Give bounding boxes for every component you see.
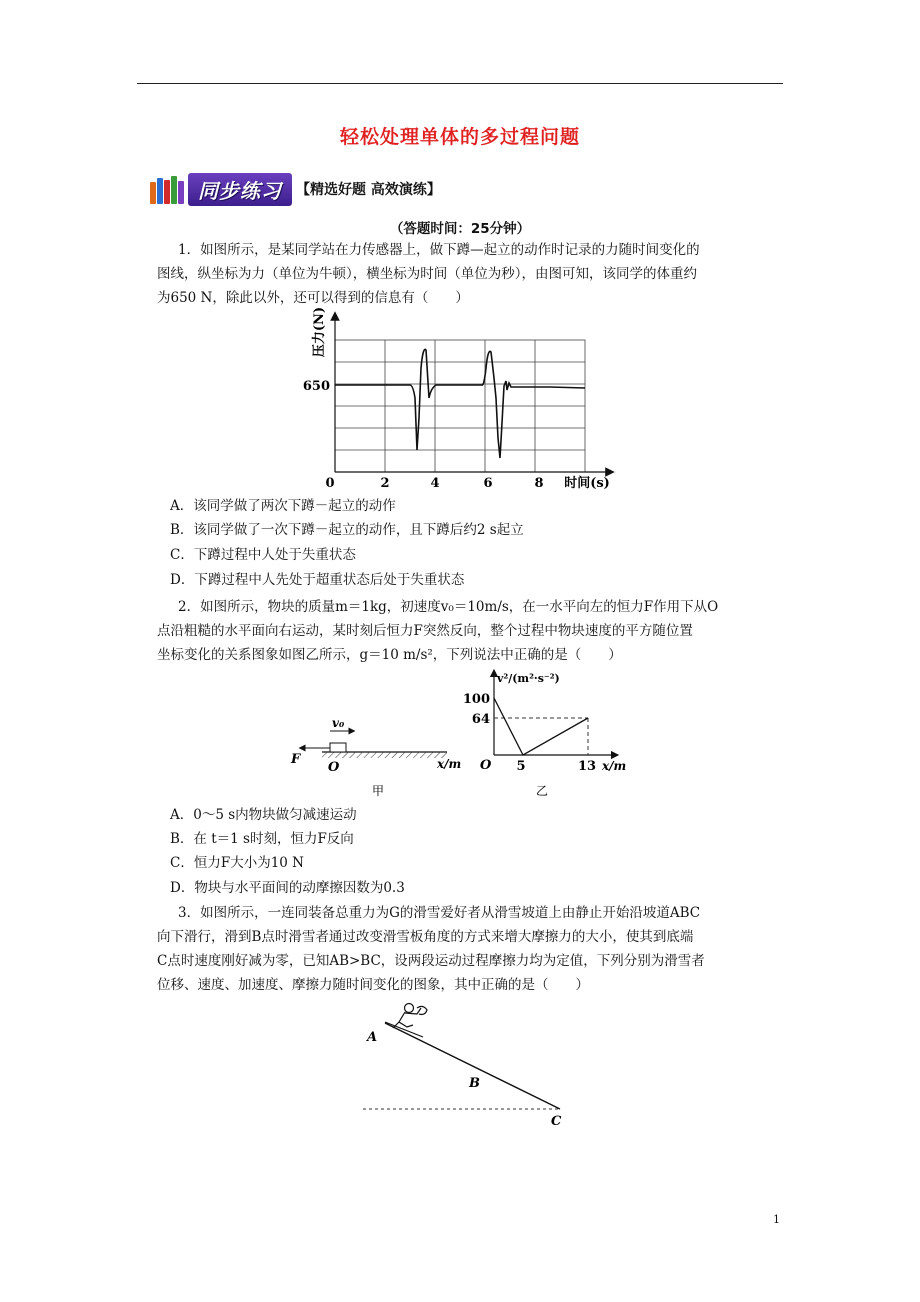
point-b-label: B [469,1076,480,1091]
q2-stem-line: 点沿粗糙的水平面向右运动，某时刻后恒力F突然反向，整个过程中物块速度的平方随位置 [157,623,693,639]
point-c-label: C [551,1114,562,1129]
q1-stem [157,238,783,310]
q3-stem-line: 位移、速度、加速度、摩擦力随时间变化的图象，其中正确的是（ ） [157,977,589,993]
q3-stem-line: C点时速度刚好减为零，已知AB>BC，设两段运动过程摩擦力均为定值，下列分别为滑雪者 [157,953,705,969]
x-axis-label: 时间(s) [564,476,610,491]
time-note: （答题时间：25分钟） [389,221,531,237]
slope-line [385,1023,560,1109]
section-banner [150,172,441,206]
q1-force-chart [290,308,630,498]
q2-option: B．在 t＝1 s时刻，恒力F反向 [170,831,354,847]
block [330,743,346,752]
q1-stem-line: 为650 N，除此以外，还可以得到的信息有（ ） [157,290,469,306]
q2-option: A．0～5 s内物块做匀减速运动 [170,807,357,823]
banner-sub: 【精选好题 高效演练】 [296,182,441,198]
q2-stem [157,595,783,667]
chart-grid [335,340,585,472]
q1-stem-line: 1．如图所示，是某同学站在力传感器上，做下蹲—起立的动作时记录的力随时间变化的 [178,242,700,258]
x-tick-label: 13 [577,759,597,774]
figure-caption: 甲 [372,784,385,798]
origin-label: O [328,760,340,775]
x-tick-label: 4 [430,476,440,491]
q2-option: C．恒力F大小为10 N [170,855,304,871]
q3-stem [157,901,783,997]
q1-option: D．下蹲过程中人先处于超重状态后处于失重状态 [170,572,465,588]
y-tick-label: 64 [471,712,490,727]
figure-caption: 乙 [536,784,549,798]
x-axis-label: x/m [602,759,627,773]
x-tick-label: 6 [483,476,493,491]
f-label: F [291,752,301,767]
q3-stem-line: 向下滑行，滑到B点时滑雪者通过改变滑雪板角度的方式来增大摩擦力的大小，使其到底端 [157,929,694,945]
point-a-label: A [367,1030,378,1045]
q3-stem-line: 3．如图所示，一连同装备总重力为G的滑雪爱好者从滑雪坡道上由静止开始沿坡道ABC [178,905,701,921]
books-icon [150,174,186,204]
ground-hatch [322,752,447,758]
q1-stem-line: 图线，纵坐标为力（单位为牛顿），横坐标为时间（单位为秒），由图可知，该同学的体重约 [157,266,697,282]
q2-figure-yi [462,665,650,800]
q2-stem-line: 坐标变化的关系图象如图乙所示，g＝10 m/s²，下列说法中正确的是（ ） [157,647,622,663]
y-tick-label: 650 [302,379,330,394]
y-tick-label: 100 [462,692,490,707]
q1-option: B．该同学做了一次下蹲－起立的动作，且下蹲后约2 s起立 [170,522,524,538]
page-title: 轻松处理单体的多过程问题 [339,126,580,148]
q2-stem-line: 2．如图所示，物块的质量m＝1kg，初速度v₀＝10m/s，在一水平向左的恒力F作用下从O [178,599,719,615]
v0-label: v₀ [332,716,345,730]
banner-label: 同步练习 [188,173,292,206]
q1-option: A．该同学做了两次下蹲－起立的动作 [170,498,396,514]
x-axis-label: x/m [437,757,462,771]
q1-option: C．下蹲过程中人处于失重状态 [170,547,356,563]
x-tick-label: 8 [534,476,544,491]
q2-figure-jia [282,705,467,800]
origin-label: O [480,758,492,773]
force-curve [335,349,585,458]
x-tick-label: 5 [516,759,526,774]
x-tick-label: 0 [325,476,335,491]
v2-curve [494,698,588,755]
header-rule [137,83,783,84]
y-axis-label: v²/(m²·s⁻²) [497,672,560,685]
skier-icon [385,1004,427,1038]
x-tick-label: 2 [380,476,390,491]
page-number: 1 [773,1213,780,1226]
q2-option: D．物块与水平面间的动摩擦因数为0.3 [170,880,405,896]
q3-slope-figure [355,995,575,1135]
y-axis-label: 压力(N) [312,306,327,358]
